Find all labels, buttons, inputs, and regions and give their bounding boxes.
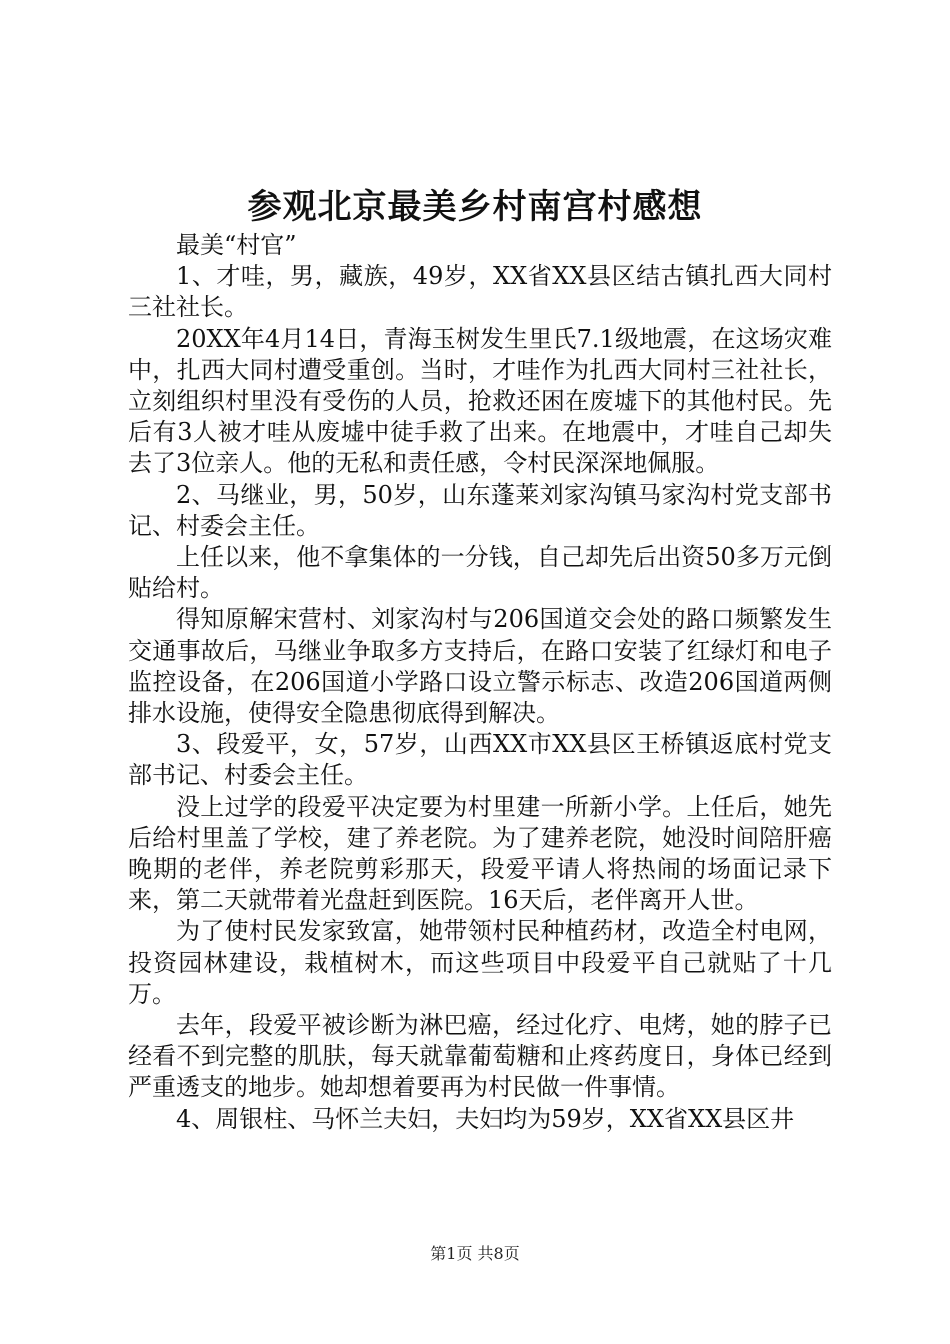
paragraph: 上任以来，他不拿集体的一分钱，自己却先后出资50多万元倒贴给村。 xyxy=(128,543,832,603)
paragraph: 3、段爱平，女，57岁，山西XX市XX县区王桥镇返底村党支部书记、村委会主任。 xyxy=(128,730,832,790)
page-number-footer: 第1页 共8页 xyxy=(430,1244,520,1263)
paragraph: 得知原解宋营村、刘家沟村与206国道交会处的路口频繁发生交通事故后，马继业争取多方支持后，在路口安装了红绿灯和电子监控设备，在206国道小学路口设立警示标志、改造206国道两侧排水设施，使得安全隐患彻底得到解决。 xyxy=(128,605,832,728)
paragraph: 去年，段爱平被诊断为淋巴癌，经过化疗、电烤，她的脖子已经看不到完整的肌肤，每天就靠葡萄糖和止疼药度日，身体已经到严重透支的地步。她却想着要再为村民做一件事情。 xyxy=(128,1011,832,1102)
paragraph: 4、周银柱、马怀兰夫妇，夫妇均为59岁，XX省XX县区井 xyxy=(176,1104,795,1133)
paragraph: 20XX年4月14日，青海玉树发生里氏7.1级地震，在这场灾难中，扎西大同村遭受重创。当时，才哇作为扎西大同村三社社长，立刻组织村里没有受伤的人员，抢救还困在废墟下的其他村民。先后有3人被才哇从废墟中徒手救了出来。在地震中，才哇自己却失去了3位亲人。他的无私和责任感，令村民深深地佩服。 xyxy=(128,324,832,478)
paragraph: 为了使村民发家致富，她带领村民种植药材，改造全村电网，投资园林建设，栽植树木，而这些项目中段爱平自己就贴了十几万。 xyxy=(128,917,832,1008)
document-body xyxy=(128,230,832,1135)
document-title: 参观北京最美乡村南宫村感想 xyxy=(247,187,703,227)
paragraph: 2、马继业，男，50岁，山东蓬莱刘家沟镇马家沟村党支部书记、村委会主任。 xyxy=(128,480,832,540)
paragraph-heading: 最美“村官” xyxy=(176,231,297,259)
paragraph: 1、才哇，男，藏族，49岁，XX省XX县区结古镇扎西大同村三社社长。 xyxy=(128,262,832,322)
paragraph: 没上过学的段爱平决定要为村里建一所新小学。上任后，她先后给村里盖了学校，建了养老院。为了建养老院，她没时间陪肝癌晚期的老伴，养老院剪彩那天，段爱平请人将热闹的场面记录下来，第二天就带着光盘赶到医院。16天后，老伴离开人世。 xyxy=(128,792,832,915)
